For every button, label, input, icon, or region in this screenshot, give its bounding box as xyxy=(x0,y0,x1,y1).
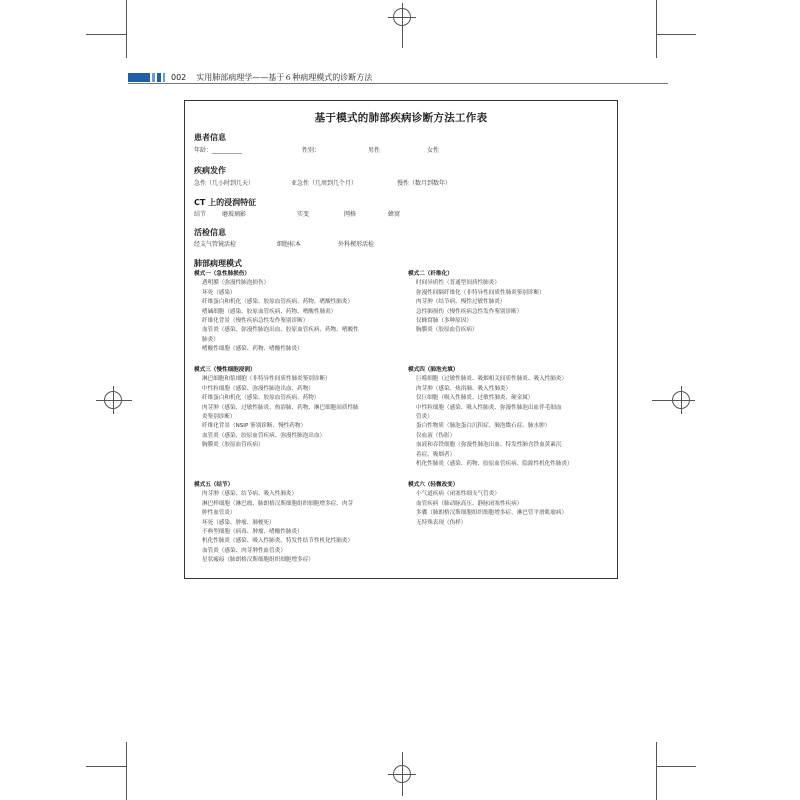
pattern-item[interactable]: 肉芽肿（结节病、慢性过敏性肺炎） xyxy=(416,299,506,306)
pattern-item[interactable]: 肉芽肿（感染、过敏性肺炎、热浴肺、药物、淋巴细胞间质性肺 xyxy=(202,404,359,411)
section-heading-patterns: 肺部病理模式 xyxy=(194,259,242,268)
pattern-item[interactable]: 纤维蛋白和机化（感染、胶原血管疾病、药物、嗜酸性肺炎） xyxy=(202,299,354,306)
worksheet-title: 基于模式的肺部疾病诊断方法工作表 xyxy=(314,112,488,124)
pattern-block-6 xyxy=(408,481,614,528)
crop-mark xyxy=(656,742,657,800)
pattern-item[interactable]: 胸膜炎（胶原血管疾病） xyxy=(202,442,264,449)
running-header xyxy=(128,71,668,83)
male-option[interactable]: 男性 xyxy=(368,147,381,154)
pattern-item[interactable]: 淋巴样细胞（淋巴瘤、肺朗格汉斯细胞组织细胞增多症、肉芽 xyxy=(202,500,354,507)
crop-mark xyxy=(126,0,127,58)
pattern-item[interactable]: 中性粒细胞（感染、吸入性肺炎、弥漫性肺泡出血伴毛细血 xyxy=(416,404,562,411)
pattern-item[interactable]: 无特殊表现（伪样） xyxy=(416,519,467,526)
onset-acute[interactable]: 急性（几小时到几天） xyxy=(194,180,255,187)
pattern-title: 模式六（轻微改变） xyxy=(408,482,459,488)
pattern-title: 模式四（肺泡充填） xyxy=(408,367,459,373)
pattern-title: 模式五（结节） xyxy=(194,482,234,488)
patient-row xyxy=(194,145,604,153)
pattern-item[interactable]: 血管疾病（肺动脉高压、静脉闭塞性疾病） xyxy=(416,500,523,507)
pattern-item[interactable]: 纤维化背景（慢性疾病急性发作鉴别诊断） xyxy=(202,318,309,325)
pattern-item[interactable]: 弥漫性间隔纤维化（非特异性间质性肺炎鉴别诊断） xyxy=(416,289,545,296)
ct-row xyxy=(194,209,604,217)
registration-mark-bottom xyxy=(393,765,411,783)
pattern-item[interactable]: 透明膜（弥漫性肺泡损伤） xyxy=(202,280,270,287)
pattern-item[interactable]: 时间异质性（普通型间质性肺炎） xyxy=(416,280,500,287)
header-rule xyxy=(128,83,668,84)
crop-mark xyxy=(86,766,126,767)
pattern-item[interactable]: 小气道疾病（闭塞性细支气管炎） xyxy=(416,491,500,498)
section-heading-ct: CT 上的浸润特征 xyxy=(194,198,257,207)
pattern-item[interactable]: 仅巨细胞（吸入性肺炎、过敏性肺炎、硬金属） xyxy=(416,395,534,402)
registration-mark-left xyxy=(104,391,122,409)
crop-mark xyxy=(656,766,696,767)
biopsy-item[interactable]: 经支气管镜活检 xyxy=(194,241,237,248)
pattern-item[interactable]: 中性粒细胞（感染、弥漫性肺泡出血、药物） xyxy=(202,385,314,392)
pattern-item[interactable]: 纤维化背景（NSIP 鉴别诊断、慢性药物） xyxy=(202,423,307,430)
pattern-item[interactable]: 嗜碱细胞（感染、胶原血管疾病、药物、嗜酸性肺炎） xyxy=(202,308,337,315)
biopsy-item[interactable]: 外科楔形活检 xyxy=(338,241,375,248)
pattern-item[interactable]: 胸膜炎（胶原血管疾病） xyxy=(416,327,478,334)
pattern-block-1 xyxy=(194,270,406,355)
pattern-item[interactable]: 多囊（肺朗格汉斯细胞组织细胞增多症、淋巴管平滑肌瘤病） xyxy=(416,510,568,517)
crop-mark xyxy=(126,742,127,800)
pattern-item: 肺炎） xyxy=(202,336,219,343)
female-option[interactable]: 女性 xyxy=(427,147,440,154)
pattern-item[interactable]: 机化性肺炎（感染、药物、胶原血管疾病、隐源性机化性肺炎） xyxy=(416,461,573,468)
section-heading-patient: 患者信息 xyxy=(194,133,226,142)
pattern-item[interactable]: 机化性肺炎（感染、吸入性肺炎、特发性结节性机化性肺炎） xyxy=(202,538,354,545)
pattern-item[interactable]: 血管炎（感染、弥漫性肺泡出血、胶原血管疾病、药物、嗜酸性 xyxy=(202,327,359,334)
ct-item[interactable]: 磨玻璃影 xyxy=(222,211,247,218)
onset-subacute[interactable]: 亚急性（几周到几个月） xyxy=(291,180,358,187)
pattern-item[interactable]: 巨噬细胞（过敏性肺炎、吸烟相关间质性肺炎、吸入性肺炎） xyxy=(416,376,568,383)
pattern-item[interactable]: 淋巴细胞和浆细胞（非特异性间质性肺炎鉴别诊断） xyxy=(202,376,331,383)
page-number: 002 xyxy=(171,72,187,82)
pattern-item[interactable]: 蛋白性物质（肺泡蛋白沉积症、肺泡微石症、肺水肿） xyxy=(416,423,551,430)
header-color-bars xyxy=(128,73,165,82)
pattern-item: 着症、吸烟者） xyxy=(416,451,456,458)
section-heading-onset: 疾病发作 xyxy=(194,166,226,175)
pattern-title: 模式三（慢性细胞浸润） xyxy=(194,367,256,373)
crop-mark xyxy=(656,34,696,35)
pattern-item: 炎鉴别诊断） xyxy=(202,414,236,421)
registration-mark-right xyxy=(672,391,690,409)
pattern-item[interactable]: 急性肺损伤（慢性疾病急性发作鉴别诊断） xyxy=(416,308,523,315)
running-title: 实用肺部病理学——基于６种病理模式的诊断方法 xyxy=(196,72,373,82)
pattern-item[interactable]: 坏死（感染） xyxy=(202,289,236,296)
ct-item[interactable]: 网格 xyxy=(344,211,357,218)
onset-chronic[interactable]: 慢性（数月到数年） xyxy=(397,180,452,187)
ct-item[interactable]: 实变 xyxy=(297,211,310,218)
pattern-item[interactable]: 星状瘢痕（肺朗格汉斯细胞组织细胞增多症） xyxy=(202,557,314,564)
pattern-item: 管炎） xyxy=(416,414,433,421)
pattern-item[interactable]: 纤维蛋白和机化（感染、胶原血管疾病、药物） xyxy=(202,395,320,402)
crop-mark xyxy=(656,0,657,58)
crop-mark xyxy=(86,34,126,35)
onset-row xyxy=(194,178,604,186)
pattern-item[interactable]: 肉芽肿（感染、热浴肺、吸入性肺炎） xyxy=(416,385,512,392)
worksheet-box xyxy=(184,100,618,579)
pattern-item[interactable]: 血管炎（感染、胶原血管疾病、弥漫性肺泡出血） xyxy=(202,432,326,439)
pattern-item: 肿性血管炎） xyxy=(202,510,236,517)
pattern-block-4 xyxy=(408,366,614,469)
pattern-block-2 xyxy=(408,270,614,336)
pattern-item[interactable]: 血液和吞铁细胞（弥漫性肺泡出血、特发性肺含铁血黄素沉 xyxy=(416,442,562,449)
pattern-block-3 xyxy=(194,366,406,451)
pattern-item[interactable]: 不典型细胞（病毒、肿瘤、嗜酸性肺炎） xyxy=(202,529,303,536)
registration-mark-top xyxy=(393,8,411,26)
pattern-block-5 xyxy=(194,481,406,566)
pattern-item[interactable]: 仅蜂窝肺（多种原因） xyxy=(416,318,472,325)
pattern-item[interactable]: 血管炎（感染、肉芽肿性血管炎） xyxy=(202,547,286,554)
biopsy-item[interactable]: 细胞标本 xyxy=(277,241,302,248)
biopsy-row xyxy=(194,239,604,247)
pattern-item[interactable]: 仅血液（伪影） xyxy=(416,432,456,439)
pattern-item[interactable]: 坏死（感染、肿瘤、肺梗死） xyxy=(202,519,275,526)
age-field[interactable]: 年龄：__________ xyxy=(194,147,243,154)
pattern-title: 模式一（急性肺损伤） xyxy=(194,271,250,277)
pattern-item[interactable]: 肉芽肿（感染、结节病、吸入性肺炎） xyxy=(202,491,298,498)
pattern-title: 模式二（纤维化） xyxy=(408,271,453,277)
ct-item[interactable]: 蜂窝 xyxy=(388,211,401,218)
ct-item[interactable]: 结节 xyxy=(194,211,207,218)
sex-label: 性别： xyxy=(302,147,321,154)
pattern-item[interactable]: 嗜酸性细胞（感染、药物、嗜酸性肺炎） xyxy=(202,346,303,353)
section-heading-biopsy: 活检信息 xyxy=(194,228,226,237)
